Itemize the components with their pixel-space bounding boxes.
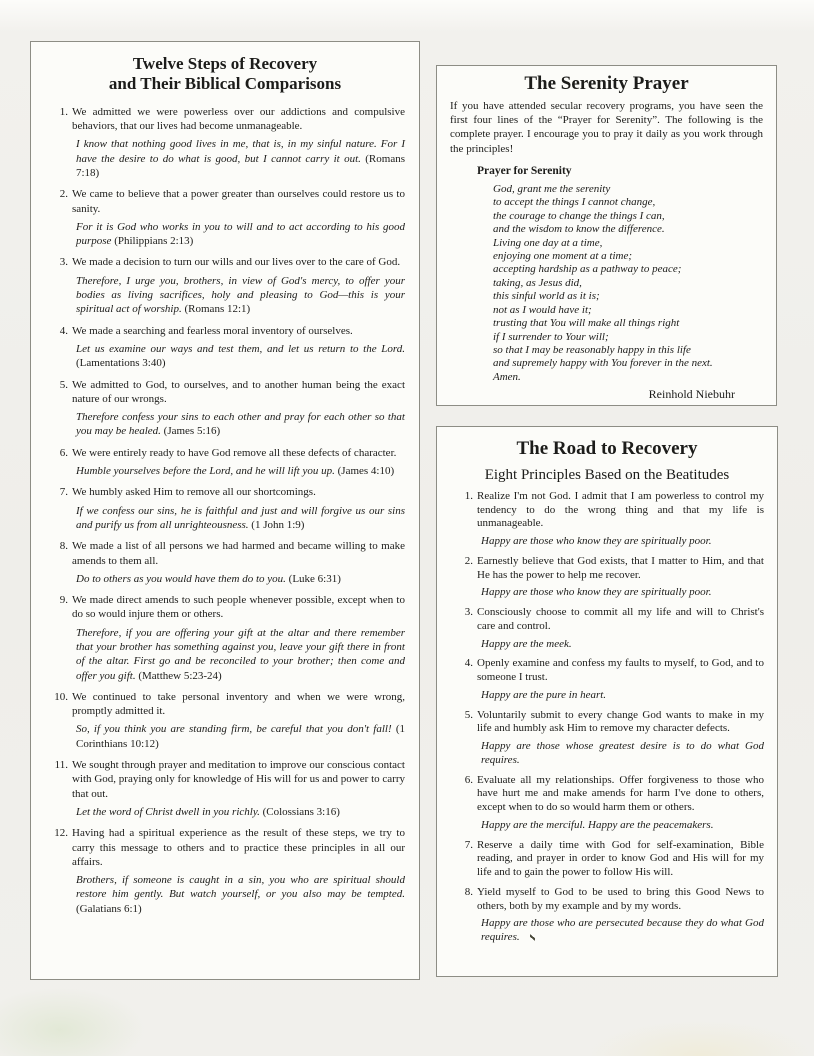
scripture-quote	[76, 722, 405, 751]
prayer-line: and the wisdom to know the difference.	[493, 223, 665, 236]
step-item-6	[45, 446, 405, 479]
twelve-steps-title-line2: and Their Biblical Comparisons	[108, 74, 342, 94]
step-number: 6.	[59, 446, 68, 459]
beatitude-text	[481, 917, 764, 945]
quote-reference: (Lamentations 3:40)	[76, 357, 166, 370]
prayer-line: Living one day at a time,	[493, 236, 603, 249]
step-text: We came to believe that a power greater than ourselves could restore us to sanity.	[72, 188, 405, 215]
quote-reference: (Galatians 6:1)	[76, 902, 142, 915]
step-text: We were entirely ready to have God remove all these defects of character.	[72, 446, 397, 459]
step-item-12	[45, 826, 405, 916]
step-item-8	[45, 539, 405, 586]
principle-number: 8.	[464, 885, 473, 898]
prayer-line: this sinful world as it is;	[493, 290, 600, 303]
principle-item-2	[450, 555, 764, 600]
prayer-line: so that I may be reasonably happy in this life	[493, 343, 691, 356]
quote-reference: (James 4:10)	[337, 465, 395, 478]
step-text: We sought through prayer and meditation to improve our conscious contact with God, praying only for knowledge of His will for us and power to carry that out.	[72, 759, 405, 800]
beatitude-text: Happy are the pure in heart.	[481, 688, 607, 701]
step-number: 5.	[59, 378, 68, 391]
prayer-line: God, grant me the serenity	[493, 183, 611, 196]
step-item-10	[45, 690, 405, 751]
step-text: We made a decision to turn our wills and our lives over to the care of God.	[72, 256, 401, 269]
quote-reference: (Romans 12:1)	[184, 303, 251, 316]
prayer-line: trusting that You will make all things right	[493, 317, 680, 330]
principle-text: Realize I'm not God. I admit that I am powerless to control my tendency to do the wrong thing and that my life is unmanageable.	[477, 489, 764, 530]
quote-reference: (Romans 7:18)	[76, 152, 405, 179]
road-to-recovery-box	[436, 426, 778, 977]
prayer-line: to accept the things I cannot change,	[493, 196, 656, 209]
scripture-quote	[76, 464, 405, 478]
quote-text: I know that nothing good lives in me, that is, in my sinful nature. For I have the desire to do what is good, but I cannot carry it out.	[76, 138, 405, 165]
principle-number: 3.	[464, 606, 473, 619]
road-title: The Road to Recovery	[516, 438, 698, 459]
step-text: We continued to take personal inventory and when we were wrong, promptly admitted it.	[72, 690, 405, 718]
prayer-line: taking, as Jesus did,	[493, 276, 582, 289]
twelve-steps-box	[30, 41, 420, 980]
quote-text: Let the word of Christ dwell in you richly.	[76, 805, 260, 818]
scripture-quote	[76, 410, 405, 439]
quote-reference: (Luke 6:31)	[288, 572, 341, 585]
step-text: We humbly asked Him to remove all our shortcomings.	[72, 486, 316, 499]
prayer-line: the courage to change the things I can,	[493, 209, 665, 222]
principle-number: 7.	[464, 838, 473, 851]
principle-item-6	[450, 774, 764, 833]
scripture-quote	[76, 504, 405, 533]
principle-text: Earnestly believe that God exists, that I matter to Him, and that He has the power to help me recover.	[477, 554, 764, 581]
prayer-text	[450, 183, 763, 384]
twelve-steps-title	[45, 54, 405, 95]
beatitude-text: Happy are the merciful. Happy are the peacemakers.	[481, 818, 714, 831]
step-text: We made a list of all persons we had harmed and became willing to make amends to them all.	[72, 540, 405, 567]
step-text: We admitted to God, to ourselves, and to another human being the exact nature of our wrongs.	[72, 378, 405, 405]
step-number: 9.	[59, 594, 68, 607]
scripture-quote	[76, 220, 405, 249]
step-item-4	[45, 324, 405, 371]
beatitude-text: Happy are those whose greatest desire is to do what God requires.	[481, 740, 764, 766]
scripture-quote	[76, 137, 405, 180]
quote-text: Therefore, I urge you, brothers, in view of God's mercy, to offer your bodies as living sacrifices, holy and pleasing to God—this is your spiritual act of worship.	[76, 274, 405, 316]
pen-mark-artifact	[530, 934, 535, 941]
quote-text: Humble yourselves before the Lord, and he will lift you up.	[76, 465, 335, 478]
serenity-title: The Serenity Prayer	[524, 73, 689, 94]
step-number: 1.	[59, 105, 68, 118]
scripture-quote	[76, 572, 405, 586]
principle-text: Yield myself to God to be used to bring this Good News to others, both by my example and by my words.	[477, 885, 764, 912]
quote-reference: (Colossians 3:16)	[262, 805, 340, 818]
quote-text: For it is God who works in you to will and to act according to his good purpose	[76, 220, 405, 248]
step-number: 4.	[59, 324, 68, 337]
scripture-quote	[76, 873, 405, 916]
beatitude-text: Happy are those who know they are spiritually poor.	[481, 586, 712, 599]
quote-text: Brothers, if someone is caught in a sin, you who are spiritual should restore him gently. But watch yourself, or you also may be tempted.	[76, 874, 405, 901]
step-text: We made a searching and fearless moral inventory of ourselves.	[72, 324, 353, 337]
step-number: 11.	[54, 759, 68, 772]
principle-text: Voluntarily submit to every change God wants to make in my life and humbly ask Him to remove my character defects.	[477, 708, 764, 735]
quote-text: Do to others as you would have them do to you.	[76, 572, 286, 585]
quote-reference: (1 John 1:9)	[251, 518, 305, 531]
principle-item-5	[450, 709, 764, 768]
quote-text: Let us examine our ways and test them, and let us return to the Lord.	[76, 342, 405, 355]
prayer-subheading: Prayer for Serenity	[477, 165, 572, 178]
prayer-attribution: Reinhold Niebuhr	[648, 387, 735, 402]
step-number: 12.	[54, 827, 68, 840]
prayer-line: and supremely happy with You forever in the next.	[493, 357, 713, 370]
principle-number: 5.	[464, 708, 473, 721]
step-number: 3.	[59, 256, 68, 269]
prayer-line: accepting hardship as a pathway to peace;	[493, 263, 682, 276]
step-number: 2.	[59, 188, 68, 201]
principle-number: 6.	[464, 773, 473, 786]
principle-item-8	[450, 886, 764, 945]
principle-text: Evaluate all my relationships. Offer forgiveness to those who have hurt me and make amends for harm I've done to others, except when to do so would harm them or others.	[477, 773, 764, 814]
principle-item-7	[450, 839, 764, 880]
beatitude-text: Happy are those who know they are spiritually poor.	[481, 535, 712, 548]
principle-text: Reserve a daily time with God for self-examination, Bible reading, and prayer in order to know God and His will for my life and to gain the power to follow His will.	[477, 838, 764, 879]
step-number: 8.	[59, 540, 68, 553]
principle-item-4	[450, 657, 764, 702]
prayer-line: Amen.	[493, 370, 521, 383]
principle-item-3	[450, 606, 764, 651]
prayer-line: enjoying one moment at a time;	[493, 250, 632, 263]
principle-number: 4.	[464, 657, 473, 670]
step-item-2	[45, 187, 405, 248]
prayer-line: not as I would have it;	[493, 303, 592, 316]
quote-reference: (James 5:16)	[163, 425, 221, 438]
beatitude-text: Happy are the meek.	[481, 637, 572, 650]
serenity-intro: If you have attended secular recovery programs, you have seen the first four lines of the “Prayer for Serenity”. The following is the complete prayer. I encourage you to pray it daily as you work through the principles!	[450, 99, 763, 155]
step-item-3	[45, 255, 405, 316]
serenity-prayer-box	[436, 65, 777, 406]
quote-text: Therefore, if you are offering your gift at the altar and there remember that your brother has something against you, leave your gift there in front of the altar. First go and be reconciled to your brother; then come and offer you gift.	[76, 626, 405, 682]
step-item-7	[45, 485, 405, 532]
quote-text: If we confess our sins, he is faithful and just and will forgive us our sins and purify us from all unrighteousness.	[76, 504, 405, 531]
scripture-quote	[76, 805, 405, 819]
step-item-11	[45, 758, 405, 819]
principle-number: 1.	[464, 489, 473, 502]
step-item-5	[45, 378, 405, 439]
step-item-9	[45, 593, 405, 683]
scripture-quote	[76, 626, 405, 683]
step-text: We made direct amends to such people whenever possible, except when to do so would injure them or others.	[72, 594, 405, 621]
quote-reference: (1 Corinthians 10:12)	[76, 723, 405, 750]
quote-text: So, if you think you are standing firm, be careful that you don't fall!	[76, 723, 392, 736]
scripture-quote	[76, 342, 405, 371]
quote-reference: (Philippians 2:13)	[114, 235, 194, 248]
quote-text: Therefore confess your sins to each other and pray for each other so that you may be healed.	[76, 411, 405, 438]
quote-reference: (Matthew 5:23-24)	[138, 669, 222, 682]
principle-text: Consciously choose to commit all my life and will to Christ's care and control.	[477, 606, 764, 632]
principle-number: 2.	[464, 554, 473, 567]
step-text: Having had a spiritual experience as the result of these steps, we try to carry this message to others and to practice these principles in all our affairs.	[72, 827, 405, 868]
step-text: We admitted we were powerless over our addictions and compulsive behaviors, that our lives had become unmanageable.	[72, 105, 405, 133]
step-number: 10.	[54, 690, 68, 703]
step-number: 7.	[59, 486, 68, 499]
beatitude-text-content: Happy are those who are persecuted because they do what God requires.	[481, 917, 764, 944]
twelve-steps-title-line1: Twelve Steps of Recovery	[132, 54, 318, 73]
principle-text: Openly examine and confess my faults to myself, to God, and to someone I trust.	[477, 657, 764, 684]
principle-item-1	[450, 490, 764, 549]
road-subtitle: Eight Principles Based on the Beatitudes	[484, 466, 730, 483]
step-item-1	[45, 105, 405, 180]
prayer-line: if I surrender to Your will;	[493, 330, 609, 343]
scripture-quote	[76, 274, 405, 317]
